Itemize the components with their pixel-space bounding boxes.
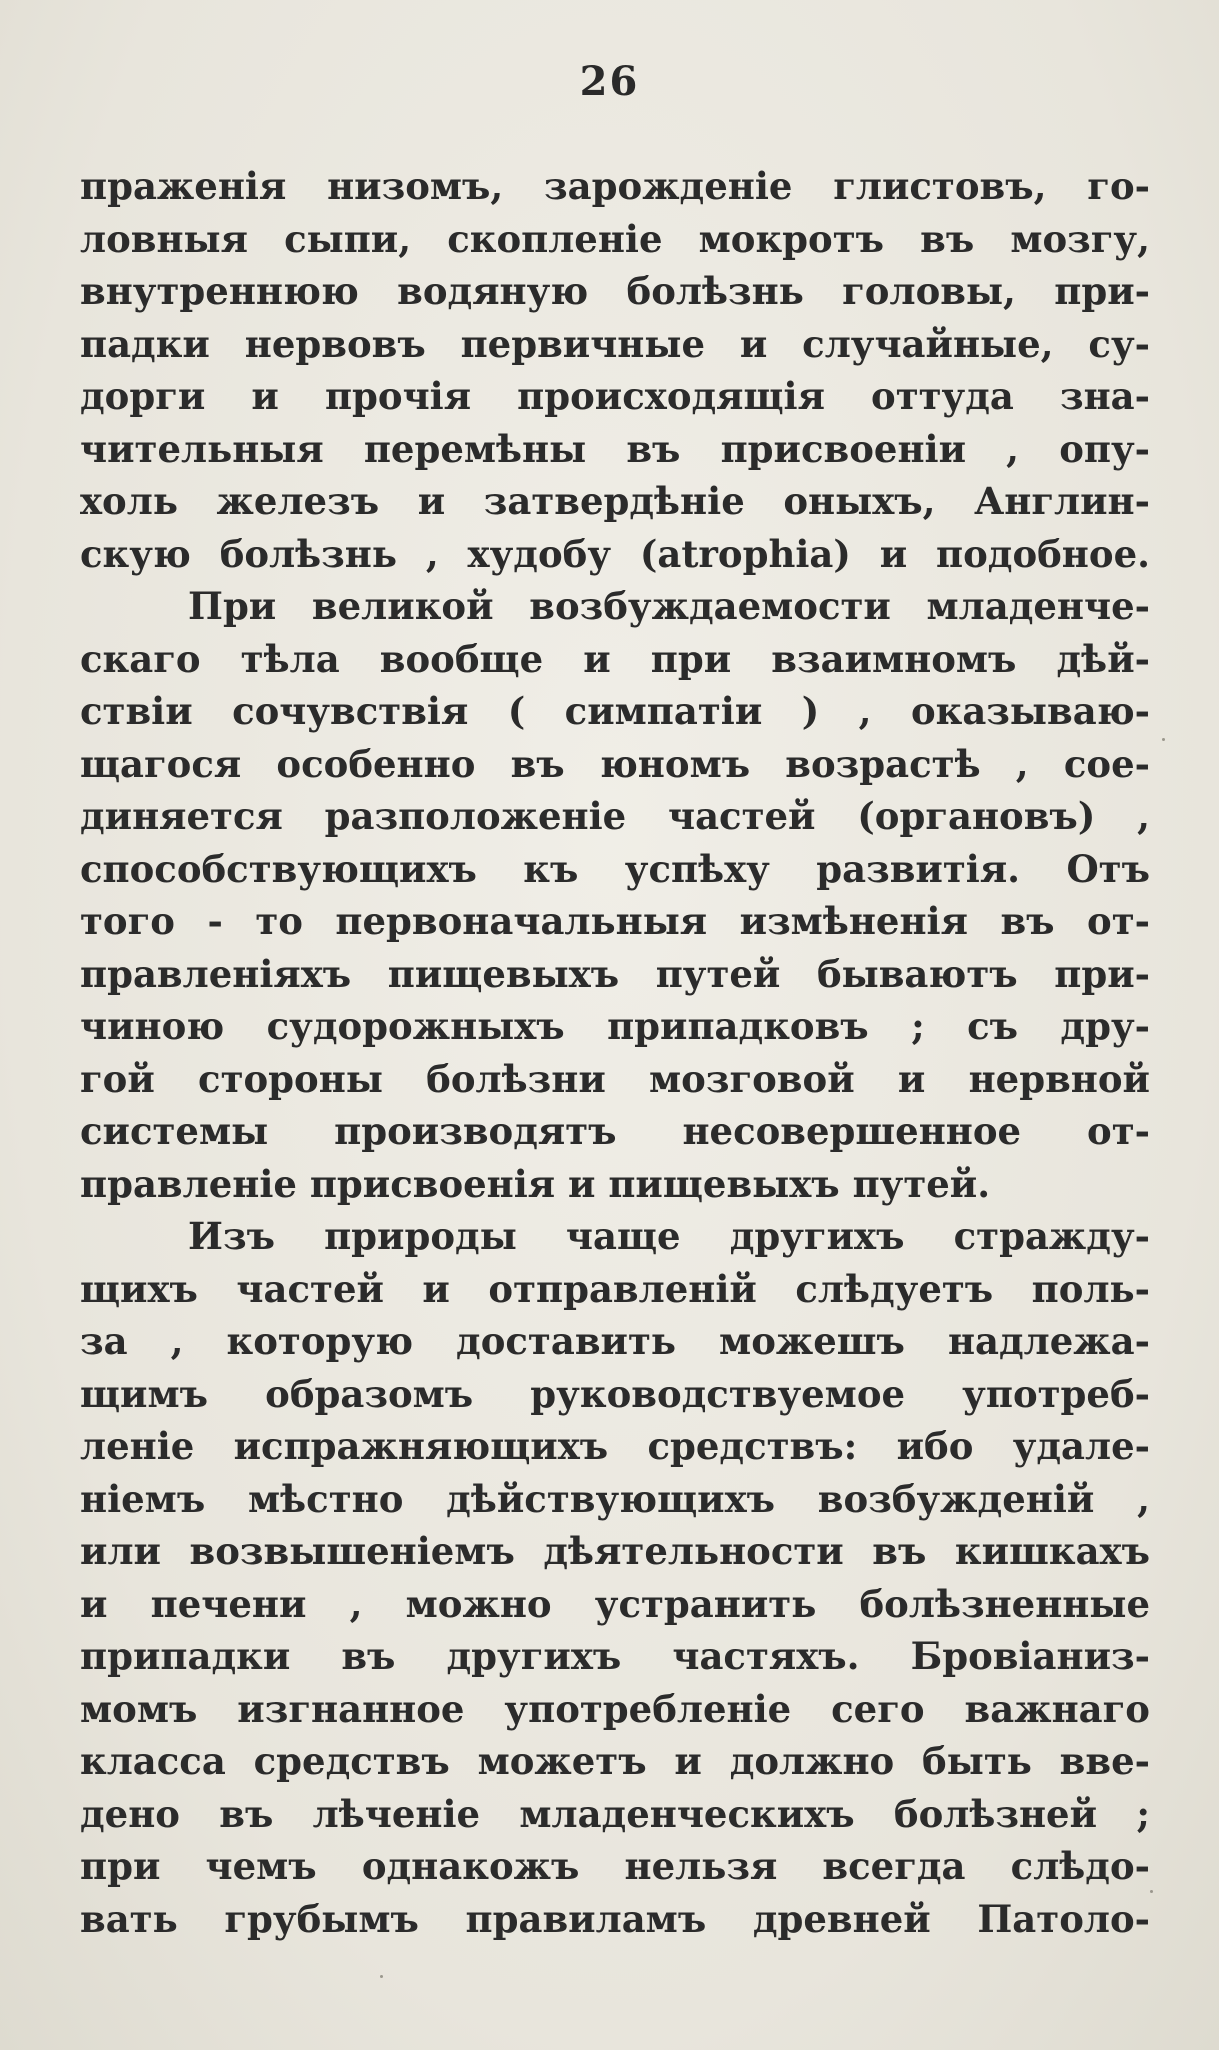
text-line: или возвышеніемъ дѣятельности въ кишкахъ (80, 1529, 1150, 1573)
text-line: припадки въ другихъ частяхъ. Бровіаниз- (80, 1634, 1150, 1678)
text-line: холь железъ и затвердѣніе оныхъ, Англин- (80, 479, 1150, 523)
paper-speck (380, 1975, 383, 1978)
text-line: щимъ образомъ руководствуемое употреб- (80, 1371, 1150, 1416)
text-line: при чемъ однакожъ нельзя всегда слѣдо- (80, 1844, 1150, 1888)
text-line: системы производятъ несовершенное от- (80, 1109, 1150, 1153)
text-line: ствіи сочувствія ( симпатіи ) , оказываю- (80, 689, 1150, 733)
text-line: правленіяхъ пищевыхъ путей бываютъ при- (80, 951, 1150, 996)
text-line: праженія низомъ, зарожденіе глистовъ, го- (80, 164, 1150, 208)
text-line: скаго тѣла вообще и при взаимномъ дѣй- (80, 636, 1150, 681)
paper-speck (1162, 738, 1165, 741)
body-text (80, 160, 1150, 1945)
text-line: чиною судорожныхъ припадковъ ; съ дру- (80, 1004, 1150, 1048)
text-line-indented: Изъ природы чаще другихъ стражду- (188, 1214, 1150, 1258)
text-line: падки нервовъ первичные и случайные, су- (80, 321, 1150, 366)
text-line: гой стороны болѣзни мозговой и нервной (80, 1056, 1150, 1101)
text-line: щихъ частей и отправленій слѣдуетъ поль- (80, 1266, 1150, 1311)
text-line: дено въ лѣченіе младенческихъ болѣзней ; (80, 1791, 1150, 1836)
text-line: дорги и прочія происходящія оттуда зна- (80, 374, 1150, 418)
text-line-indented: При великой возбуждаемости младенче- (188, 584, 1150, 628)
text-line: чительныя перемѣны въ присвоеніи , опу- (80, 426, 1150, 471)
text-line: момъ изгнанное употребленіе сего важнаго (80, 1686, 1150, 1731)
text-line: внутреннюю водяную болѣзнь головы, при- (80, 269, 1150, 313)
text-line: вать грубымъ правиламъ древней Патоло- (80, 1896, 1150, 1941)
text-line: скую болѣзнь , худобу (atrophia) и подобное. (80, 531, 1150, 576)
text-line: класса средствъ можетъ и должно быть вве- (80, 1739, 1150, 1783)
text-line: щагося особенно въ юномъ возрастѣ , сое- (80, 741, 1150, 786)
text-line: ніемъ мѣстно дѣйствующихъ возбужденій , (80, 1476, 1150, 1521)
page-number: 26 (579, 58, 640, 105)
text-line: леніе испражняющихъ средствъ: ибо удале- (80, 1424, 1150, 1468)
text-line: того - то первоначальныя измѣненія въ от- (80, 899, 1150, 943)
paper-speck (1150, 1890, 1153, 1893)
text-line: ловныя сыпи, скопленіе мокротъ въ мозгу, (80, 216, 1150, 261)
text-line: диняется разположеніе частей (органовъ) , (80, 794, 1150, 838)
text-line: правленіе присвоенія и пищевыхъ путей. (80, 1161, 991, 1206)
text-line: за , которую доставить можешъ надлежа- (80, 1319, 1150, 1363)
text-line: способствующихъ къ успѣху развитія. Отъ (80, 846, 1150, 891)
text-line: и печени , можно устранить болѣзненные (80, 1581, 1150, 1626)
